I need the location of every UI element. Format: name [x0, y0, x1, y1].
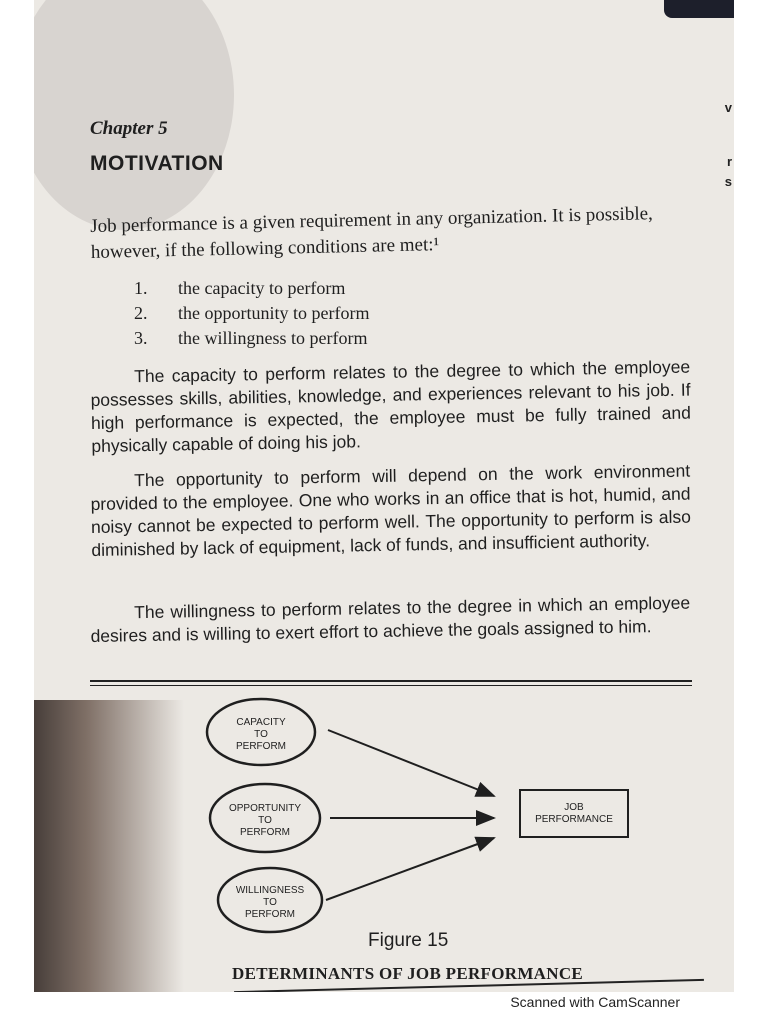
arrow-capacity: [328, 730, 494, 796]
page-corner-shadow: [34, 0, 234, 230]
arrow-willingness: [326, 838, 494, 900]
list-number: 2.: [134, 303, 148, 323]
ellipse-text: TO: [263, 897, 277, 908]
ellipse-text: PERFORM: [240, 827, 290, 838]
intro-paragraph: Job performance is a given requirement in any organization. It is possible, however, if the following conditions are met:¹: [90, 203, 654, 263]
list-text: the capacity to perform: [178, 278, 346, 298]
capacity-paragraph: [90, 356, 692, 458]
conditions-list: [134, 276, 369, 351]
ellipse-text: TO: [254, 729, 268, 740]
job-performance-box: [520, 790, 628, 837]
willingness-ellipse: [218, 868, 322, 932]
ellipse-text: OPPORTUNITY: [228, 803, 302, 814]
cut-off-glyph: s: [724, 174, 732, 189]
cut-off-glyph: v: [724, 100, 732, 115]
cut-off-glyph: r: [726, 154, 732, 169]
paragraph-text: The capacity to perform relates to the degree to which the employee possesses skills, abilities, knowledge, and experiences relevant to his job. If high performance is expected, the employee must be fully trained and physically capable of doing his job.: [90, 356, 692, 456]
opportunity-paragraph: [90, 460, 692, 562]
divider-rule: [90, 680, 692, 682]
box-text: JOB: [564, 802, 584, 813]
ellipse-text: PERFORM: [245, 909, 295, 920]
job-performance-diagram: [34, 690, 734, 950]
ellipse-text: TO: [258, 815, 272, 826]
paragraph-text: The opportunity to perform will depend on the work environment provided to the employee. One who works in an office that is hot, humid, and noisy cannot be expected to perform well. The opportunity to perform is also diminished by lack of equipment, lack of funds, and insufficient authority.: [90, 460, 692, 560]
scanned-page: [34, 0, 734, 992]
list-number: 3.: [134, 328, 148, 348]
willingness-paragraph: [90, 592, 691, 648]
list-item: [134, 326, 369, 351]
opportunity-ellipse: [210, 784, 320, 852]
ellipse-text: CAPACITY: [236, 717, 286, 728]
box-text: PERFORMANCE: [535, 814, 613, 825]
ellipse-text: WILLINGNESS: [235, 885, 305, 896]
figure-title: DETERMINANTS OF JOB PERFORMANCE: [232, 964, 584, 983]
list-text: the opportunity to perform: [178, 303, 370, 323]
paragraph-text: The willingness to perform relates to the degree in which an employee desires and is willing to exert effort to achieve the goals assigned to him.: [90, 592, 691, 646]
ellipse-text: PERFORM: [236, 741, 286, 752]
chapter-title: MOTIVATION: [90, 152, 224, 175]
figure-label: Figure 15: [368, 930, 449, 951]
divider-rule: [90, 685, 692, 686]
capacity-ellipse: [207, 699, 315, 765]
list-number: 1.: [134, 278, 148, 298]
list-item: [134, 301, 369, 326]
scanner-watermark: Scanned with CamScanner: [510, 994, 680, 1010]
list-item: [134, 276, 369, 301]
scan-edge-dark: [664, 0, 734, 18]
list-text: the willingness to perform: [178, 328, 368, 348]
chapter-label: Chapter 5: [90, 118, 168, 139]
